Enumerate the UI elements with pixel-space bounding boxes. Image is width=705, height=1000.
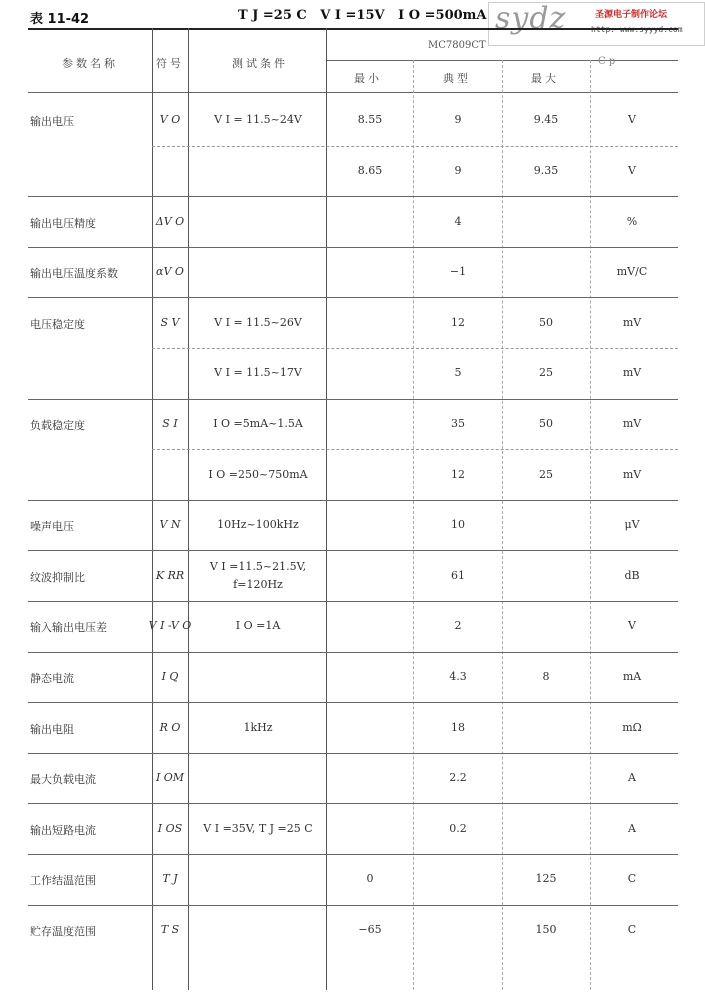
cell-cond: I O =1A — [235, 619, 281, 633]
col-header-symbol: 符号 — [156, 57, 184, 70]
row-divider — [28, 247, 678, 248]
cell-param: 噪声电压 — [30, 520, 74, 534]
cell-unit: dB — [624, 568, 640, 582]
row-divider — [28, 905, 678, 906]
row-divider — [28, 652, 678, 653]
cell-typ: 61 — [451, 568, 465, 582]
cell-symbol: I OM — [155, 771, 185, 785]
cell-cond: V I =11.5~21.5V, — [209, 559, 307, 573]
cell-max: 150 — [535, 922, 557, 936]
cell-cond: I O =250~750mA — [208, 467, 308, 481]
watermark-site-name: 圣源电子制作论坛 — [595, 10, 668, 20]
cell-param: 工作结温范围 — [30, 874, 96, 888]
table-label: 表 11-42 — [30, 12, 90, 27]
row-divider — [28, 500, 678, 501]
cell-max: 9.35 — [533, 163, 559, 177]
col-divider — [188, 28, 189, 990]
cell-unit: V — [628, 163, 636, 177]
row-divider — [28, 601, 678, 602]
cell-typ: 18 — [451, 720, 465, 734]
watermark-url: http: www.syyyd.com — [591, 25, 683, 34]
cell-unit: mV — [622, 366, 642, 380]
row-divider — [152, 146, 678, 147]
cell-unit: C — [627, 922, 637, 936]
test-conditions: T J =25 C V I =15V I O =500mA — [238, 8, 487, 23]
header-bottom-rule — [28, 92, 678, 93]
cell-param: 贮存温度范围 — [30, 924, 96, 938]
watermark-logo: sydz — [495, 1, 567, 36]
row-divider — [152, 449, 678, 450]
cell-max: 50 — [539, 416, 553, 430]
cell-typ: 10 — [451, 518, 465, 532]
row-divider — [28, 803, 678, 804]
cell-typ: 2 — [454, 619, 462, 633]
cell-unit: mV/C — [616, 265, 648, 279]
row-divider — [28, 753, 678, 754]
cell-unit: C — [627, 872, 637, 886]
cell-param: 输入输出电压差 — [30, 621, 107, 635]
cell-symbol: K RR — [155, 568, 185, 582]
table-top-rule — [28, 28, 678, 30]
cell-typ: 0.2 — [449, 821, 467, 835]
cell-max: 50 — [539, 315, 553, 329]
cell-symbol: αV O — [156, 265, 184, 279]
cell-cond: V I = 11.5~26V — [214, 315, 302, 329]
cell-symbol: T S — [160, 922, 180, 936]
col-divider — [590, 60, 591, 990]
col-header-typ: 典型 — [443, 72, 471, 85]
row-divider — [28, 196, 678, 197]
cell-typ: 9 — [454, 163, 462, 177]
cell-symbol: V N — [159, 518, 181, 532]
row-divider — [28, 854, 678, 855]
cell-param: 负载稳定度 — [30, 418, 85, 432]
cell-unit: V — [628, 113, 636, 127]
unit-header: C p — [598, 56, 616, 67]
row-divider — [28, 550, 678, 551]
cell-cond: 1kHz — [243, 720, 273, 734]
cell-cond: 10Hz~100kHz — [217, 518, 299, 532]
row-divider — [152, 348, 678, 349]
cell-unit: mV — [622, 416, 642, 430]
col-divider — [502, 60, 503, 990]
cell-unit: A — [628, 771, 636, 785]
row-divider — [28, 399, 678, 400]
watermark — [488, 2, 705, 46]
cell-cond: V I = 11.5~17V — [214, 366, 302, 380]
cell-cond: V I =35V, T J =25 C — [203, 821, 313, 835]
cell-cond-line2: f=120Hz — [233, 577, 283, 591]
cell-max: 25 — [539, 366, 553, 380]
cell-unit: mΩ — [622, 720, 642, 734]
cell-max: 125 — [535, 872, 557, 886]
cell-param: 纹波抑制比 — [30, 570, 85, 584]
row-divider — [28, 297, 678, 298]
cell-typ: 5 — [454, 366, 462, 380]
cell-unit: mV — [622, 315, 642, 329]
cell-symbol: ΔV O — [155, 214, 185, 228]
row-divider — [28, 702, 678, 703]
col-header-max: 最大 — [531, 72, 559, 85]
cell-max: 8 — [542, 669, 550, 683]
cell-symbol: T J — [162, 872, 178, 886]
col-divider — [326, 28, 327, 990]
col-header-param: 参数名称 — [62, 57, 118, 70]
cell-typ: 4 — [454, 214, 462, 228]
cell-symbol: S V — [160, 315, 180, 329]
col-header-condition: 测试条件 — [232, 57, 288, 70]
cell-symbol: V O — [159, 113, 181, 127]
cell-min: 8.65 — [357, 163, 383, 177]
cell-unit: mA — [622, 669, 642, 683]
cell-param: 电压稳定度 — [30, 317, 85, 331]
col-header-min: 最小 — [354, 72, 382, 85]
cell-symbol: R O — [159, 720, 181, 734]
cell-cond: I O =5mA~1.5A — [213, 416, 303, 430]
cell-symbol: I Q — [161, 669, 179, 683]
cell-min: 0 — [366, 872, 374, 886]
cell-param: 输出电压温度系数 — [30, 267, 118, 281]
cell-typ: 2.2 — [449, 771, 467, 785]
cell-typ: 9 — [454, 113, 462, 127]
cell-symbol: I OS — [157, 821, 183, 835]
cell-typ: 4.3 — [449, 669, 467, 683]
cell-param: 输出电阻 — [30, 722, 74, 736]
cell-unit: A — [628, 821, 636, 835]
cell-unit: % — [626, 214, 638, 228]
cell-max: 9.45 — [533, 113, 559, 127]
model-number: MC7809CT — [428, 40, 486, 51]
cell-param: 静态电流 — [30, 671, 74, 685]
cell-unit: mV — [622, 467, 642, 481]
cell-symbol: S I — [162, 416, 178, 430]
cell-symbol: V I -V O — [148, 619, 192, 633]
cell-max: 25 — [539, 467, 553, 481]
col-divider — [413, 60, 414, 990]
cell-param: 输出短路电流 — [30, 823, 96, 837]
cell-typ: 12 — [451, 467, 465, 481]
cell-param: 最大负载电流 — [30, 773, 96, 787]
cell-min: −65 — [358, 922, 382, 936]
cell-cond: V I = 11.5~24V — [214, 113, 302, 127]
cell-unit: μV — [624, 518, 640, 532]
cell-param: 输出电压精度 — [30, 216, 96, 230]
cell-typ: 12 — [451, 315, 465, 329]
cell-unit: V — [628, 619, 636, 633]
cell-min: 8.55 — [357, 113, 383, 127]
cell-typ: 35 — [451, 416, 465, 430]
cell-param: 输出电压 — [30, 115, 74, 129]
cell-typ: −1 — [449, 265, 467, 279]
col-divider — [152, 28, 153, 990]
